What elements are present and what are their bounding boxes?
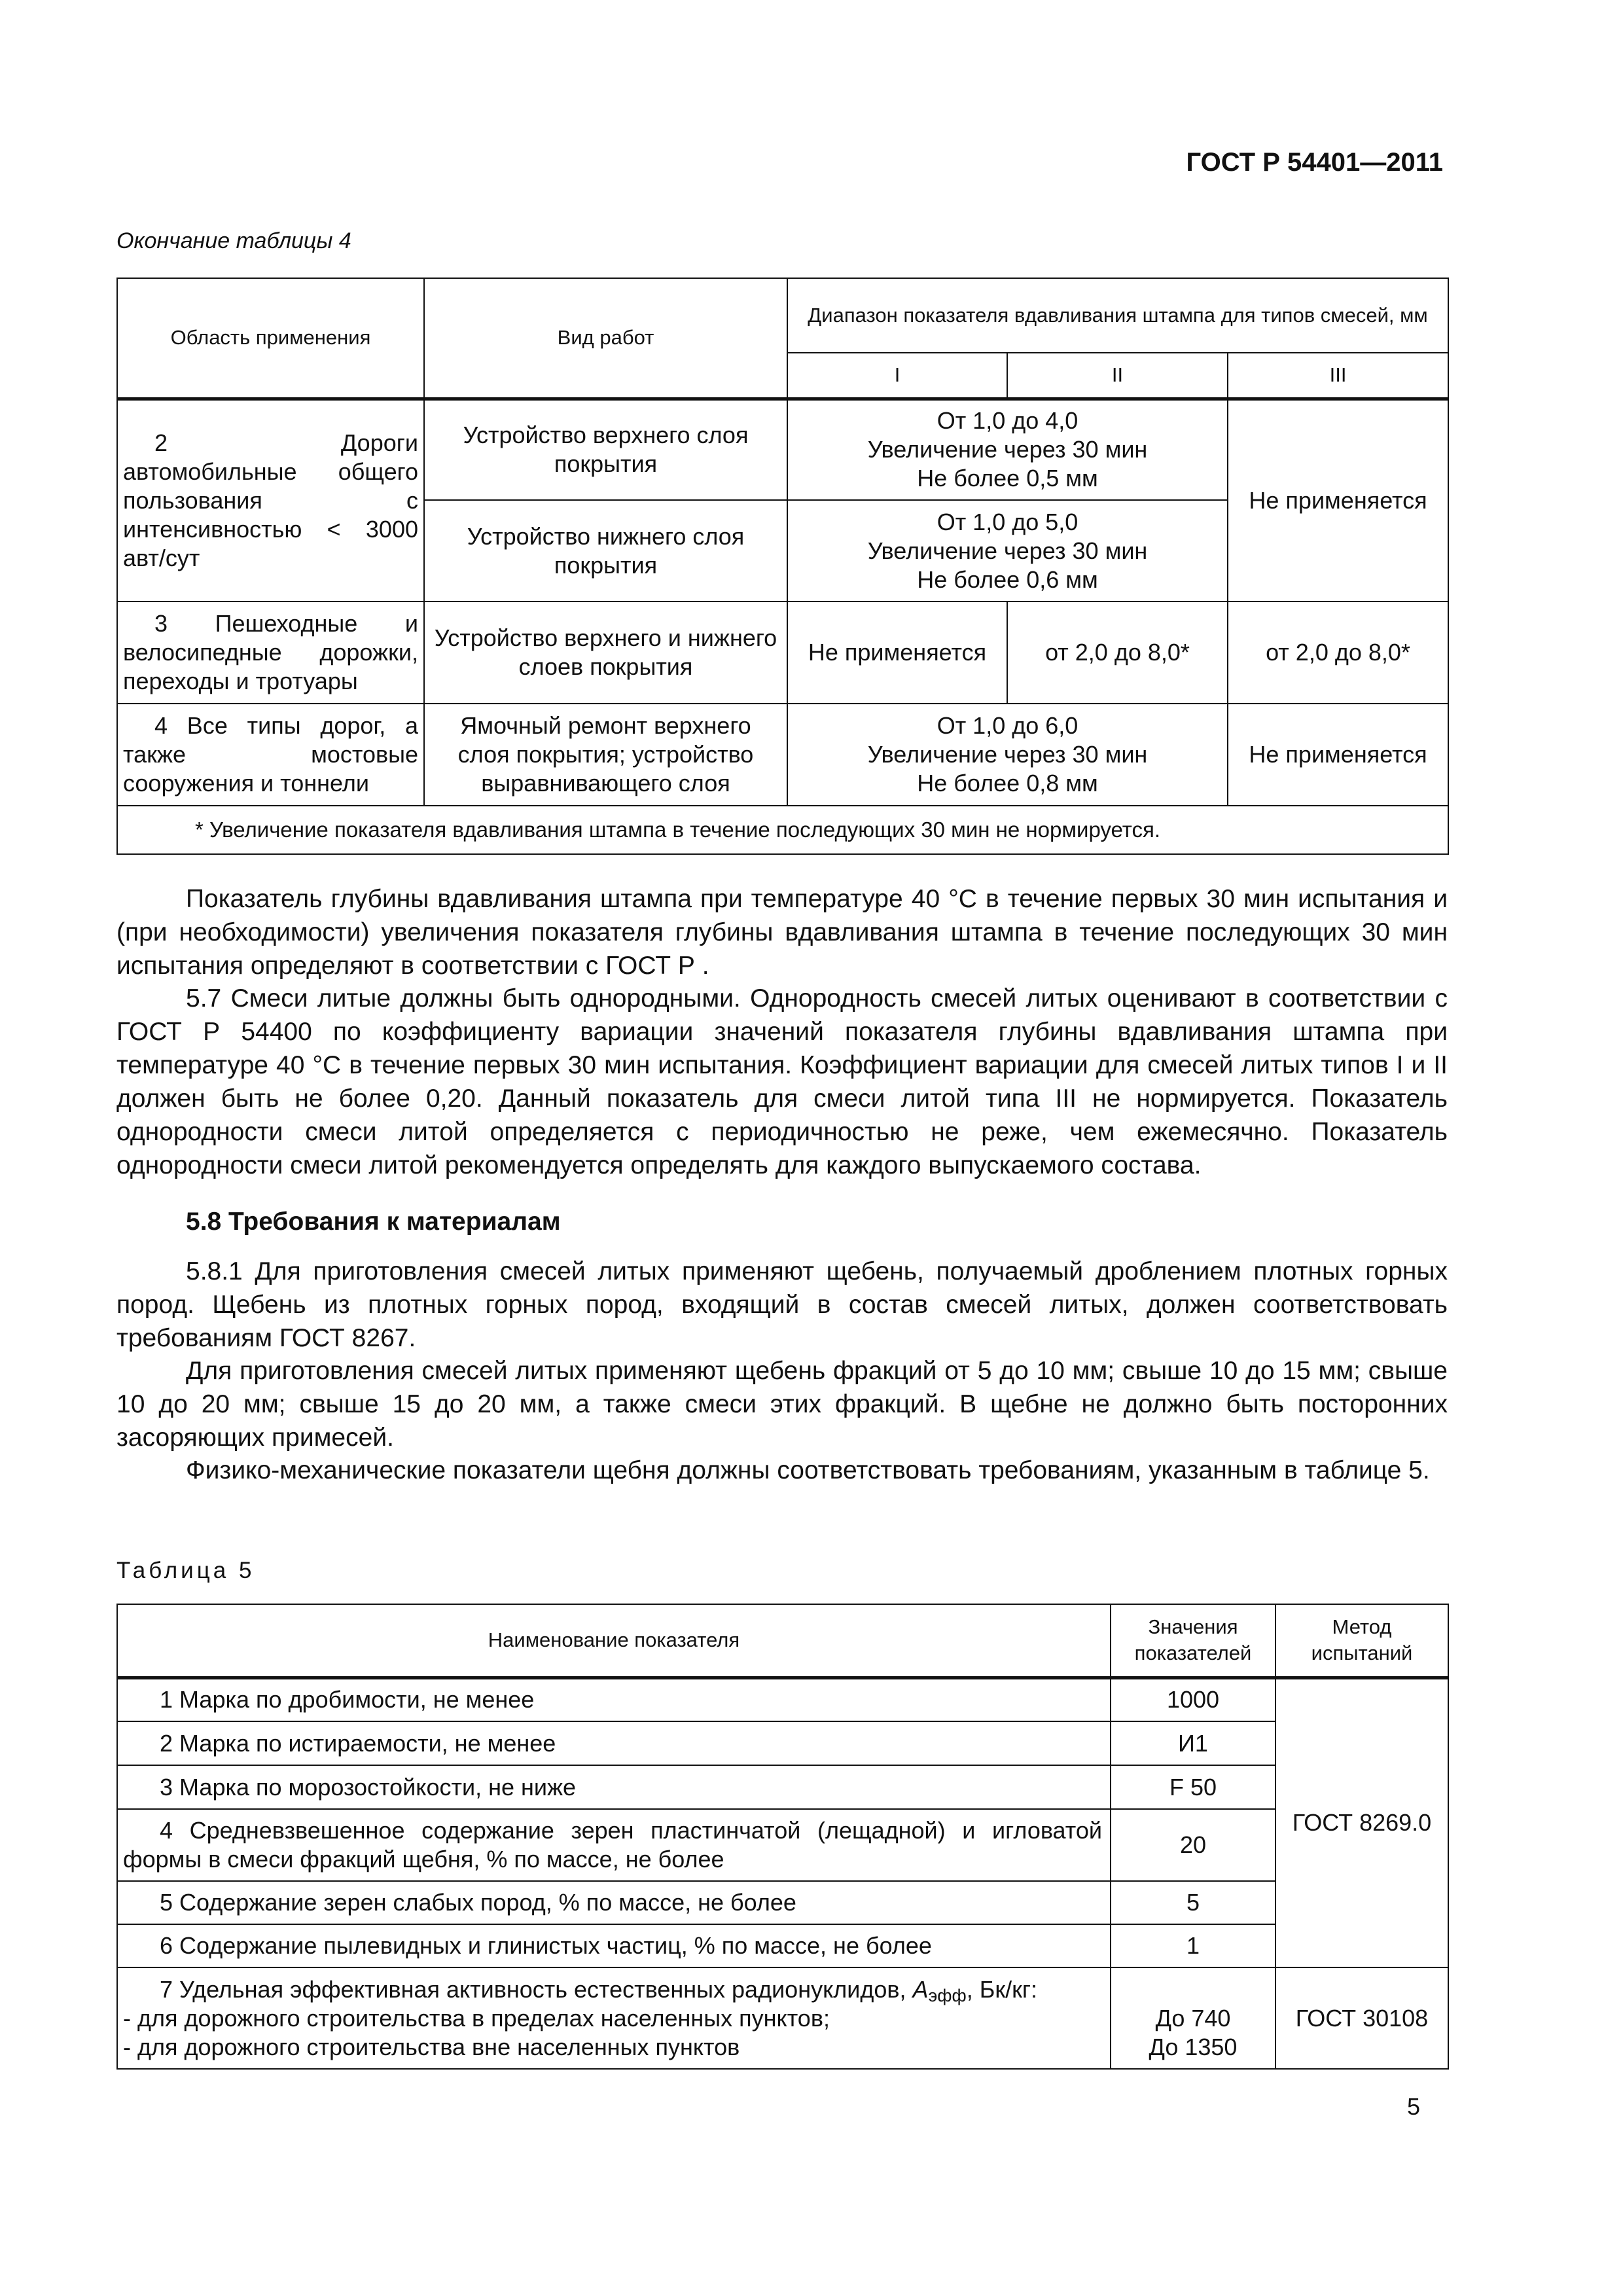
paragraph-fractions: [116, 1354, 1448, 1454]
table4-range-cell: [787, 399, 1228, 500]
table5-value-line: До 1350: [1149, 2033, 1238, 2060]
table4-type2-cell: от 2,0 до 8,0*: [1007, 601, 1228, 704]
table4-header-range: Диапазон показателя вдавливания штампа для типов смесей, мм: [787, 278, 1448, 353]
table4-area-cell: [117, 399, 424, 601]
paragraph-physical-properties: [116, 1454, 1448, 1487]
table4-area-text: 4 Все типы дорог, а также мостовые сооружения и тоннели: [123, 712, 418, 797]
table5-name-cell: [117, 1765, 1111, 1809]
paragraph-text: Показатель глубины вдавливания штампа при температуре 40 °С в течение первых 30 мин испытания и (при необходимости) увеличения показателя глубины вдавливания штампа в течение последующих 30 мин испытания определяют в соответствии с ГОСТ Р .: [116, 885, 1448, 980]
range-line: От 1,0 до 5,0: [936, 508, 1079, 535]
table4-type3-cell: от 2,0 до 8,0*: [1228, 601, 1448, 704]
table4-type3-cell: Не применяется: [1228, 704, 1448, 806]
table4-type1-cell: Не применяется: [787, 601, 1007, 704]
table4-header-type1: I: [787, 353, 1007, 399]
table4-range-cell: [787, 500, 1228, 601]
document-code: ГОСТ Р 54401—2011: [1186, 148, 1443, 177]
paragraph-text: 5.7 Смеси литые должны быть однородными. Однородность смесей литых оценивают в соответствии с ГОСТ Р 54400 по коэффициенту вариации значений показателя глубины вдавливания штампа при температуре 40 °С в течение первых 30 мин испытания. Коэффициент вариации для смесей литых типов I и II должен быть не более 0,20. Данный показатель для смеси литой типа III не нормируется. Показатель однородности смеси литой определяется с периодичностью не реже, чем ежемесячно. Показатель однородности смеси литой рекомендуется определять для каждого выпускаемого состава.: [116, 984, 1448, 1179]
paragraph-stamp-depth: [116, 882, 1448, 982]
table-row: [117, 1881, 1448, 1924]
table5-value-cell: И1: [1111, 1721, 1275, 1765]
table5-header-name: Наименование показателя: [117, 1604, 1111, 1677]
table5-method-cell: ГОСТ 8269.0: [1275, 1677, 1448, 1967]
table4-work-cell: Ямочный ремонт верхнего слоя покрытия; устройство выравнивающего слоя: [424, 704, 787, 806]
table4-work-cell: Устройство верхнего и нижнего слоев покрытия: [424, 601, 787, 704]
table5-name-cell: [117, 1924, 1111, 1967]
table5-name-text: 4 Средневзвешенное содержание зерен пластинчатой (лещадной) и игловатой формы в смеси фракций щебня, % по массе, не более: [123, 1817, 1102, 1873]
table-5: [116, 1604, 1449, 2070]
table5-method-cell: ГОСТ 30108: [1275, 1967, 1448, 2069]
table5-header-value: Значения показателей: [1111, 1604, 1275, 1677]
paragraph-text: Физико-механические показатели щебня должны соответствовать требованиям, указанным в таблице 5.: [186, 1456, 1430, 1484]
table-row: [117, 1765, 1448, 1809]
table4-footnote: * Увеличение показателя вдавливания штампа в течение последующих 30 мин не нормируется.: [117, 806, 1448, 854]
table5-name-cell: [117, 1721, 1111, 1765]
table5-value-cell: 5: [1111, 1881, 1275, 1924]
table5-name-text: , Бк/кг:: [966, 1975, 1038, 2003]
range-line: Не более 0,8 мм: [917, 770, 1098, 797]
table-row: [117, 704, 1448, 806]
table5-name-cell: [117, 1967, 1111, 2069]
table4-header-work: Вид работ: [424, 278, 787, 399]
table4-header-type2: II: [1007, 353, 1228, 399]
table4-type3-cell: Не применяется: [1228, 399, 1448, 601]
table5-name-text: 1 Марка по дробимости, не менее: [160, 1686, 535, 1713]
table4-area-text: 3 Пешеходные и велосипедные дорожки, переходы и тротуары: [123, 610, 418, 694]
table4-area-cell: [117, 601, 424, 704]
table5-name-cell: [117, 1677, 1111, 1721]
table5-value-line: До 740: [1155, 2004, 1231, 2032]
table-row: [117, 1721, 1448, 1765]
range-line: От 1,0 до 4,0: [936, 407, 1079, 435]
table-row: [117, 1924, 1448, 1967]
table5-name-line: - для дорожного строительства вне населенных пунктов: [123, 2033, 740, 2060]
table-row: [117, 1677, 1448, 1721]
table4-header-type3: III: [1228, 353, 1448, 399]
activity-symbol-subscript: эфф: [928, 1985, 967, 2005]
table4-caption: Окончание таблицы 4: [116, 228, 351, 253]
table5-caption: Таблица 5: [116, 1558, 255, 1583]
table5-value-cell: [1111, 1967, 1275, 2069]
table5-name-text: 3 Марка по морозостойкости, не ниже: [160, 1773, 577, 1801]
table5-name-cell: [117, 1809, 1111, 1881]
table5-value-cell: 20: [1111, 1809, 1275, 1881]
paragraph-5-7: [116, 982, 1448, 1182]
table5-value-cell: 1: [1111, 1924, 1275, 1967]
section-heading-5-8: 5.8 Требования к материалам: [186, 1208, 561, 1236]
paragraph-5-8-1: [116, 1255, 1448, 1355]
table5-value-cell: F 50: [1111, 1765, 1275, 1809]
range-line: Не более 0,5 мм: [917, 465, 1098, 492]
range-line: Увеличение через 30 мин: [867, 741, 1148, 768]
table4-area-text: 2 Дороги автомобильные общего пользования с интенсивностью < 3000 авт/сут: [123, 429, 418, 571]
table5-value-cell: 1000: [1111, 1677, 1275, 1721]
page-number: 5: [1407, 2093, 1421, 2120]
table5-name-text: 5 Содержание зерен слабых пород, % по массе, не более: [160, 1889, 796, 1916]
paragraph-text: Для приготовления смесей литых применяют щебень фракций от 5 до 10 мм; свыше 10 до 15 мм; свыше 10 до 20 мм; свыше 15 до 20 мм, а также смеси этих фракций. В щебне не должно быть посторонних засоряющих примесей.: [116, 1357, 1448, 1452]
table-row: [117, 601, 1448, 704]
table-4: [116, 278, 1449, 855]
table-row: [117, 1967, 1448, 2069]
table5-name-text: 6 Содержание пылевидных и глинистых частиц, % по массе, не более: [160, 1932, 932, 1959]
table5-name-cell: [117, 1881, 1111, 1924]
table5-name-text: 2 Марка по истираемости, не менее: [160, 1729, 556, 1757]
table4-work-cell: Устройство верхнего слоя покрытия: [424, 399, 787, 500]
table4-work-cell: Устройство нижнего слоя покрытия: [424, 500, 787, 601]
table4-range-cell: [787, 704, 1228, 806]
table5-name-text: 7 Удельная эффективная активность естественных радионуклидов,: [160, 1975, 913, 2003]
paragraph-text: 5.8.1 Для приготовления смесей литых применяют щебень, получаемый дроблением плотных горных пород. Щебень из плотных горных пород, входящий в состав смесей литых, должен соответствовать требованиям ГОСТ 8267.: [116, 1257, 1448, 1352]
table5-header-method: Метод испытаний: [1275, 1604, 1448, 1677]
table4-area-cell: [117, 704, 424, 806]
table-row: [117, 399, 1448, 500]
table4-header-area: Область применения: [117, 278, 424, 399]
table5-name-line: - для дорожного строительства в пределах населенных пунктов;: [123, 2004, 830, 2032]
range-line: Увеличение через 30 мин: [867, 537, 1148, 564]
range-line: Не более 0,6 мм: [917, 565, 1098, 593]
activity-symbol: A: [912, 1975, 929, 2003]
table-row: [117, 1809, 1448, 1881]
range-line: Увеличение через 30 мин: [867, 436, 1148, 463]
range-line: От 1,0 до 6,0: [936, 712, 1079, 739]
